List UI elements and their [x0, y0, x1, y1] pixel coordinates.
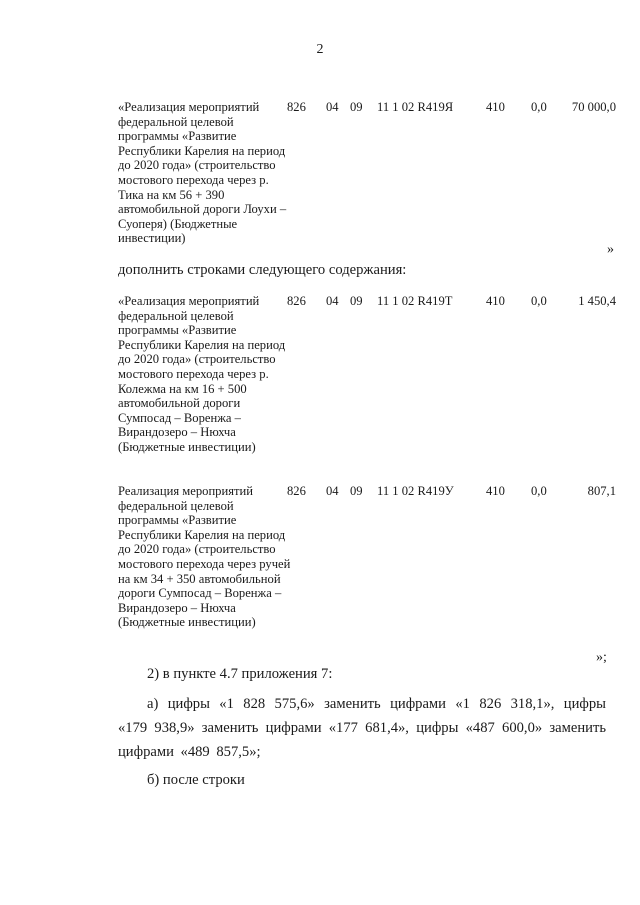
- supplement-text: дополнить строками следующего содержания:: [118, 262, 407, 278]
- first-block-amount: 70 000,0: [571, 100, 616, 114]
- table-row-1-description: «Реализация мероприятий федеральной целевой программы «Развитие Республики Карелия на период до 2020 года» (строительство мостового перехода через р. Колежма на км 16 + 500 автомобильной дороги Сумпосад – Воренжа – Вирандозеро – Нюхча (Бюджетные инвестиции): [118, 294, 286, 454]
- item-a-text: а) цифры «1 828 575,6» заменить цифрами «1 826 318,1», цифры «179 938,9» заменить цифрами «177 681,4», цифры «487 600,0» заменить цифрами «489 857,5»;: [118, 696, 606, 760]
- table-row-2-description: Реализация мероприятий федеральной целевой программы «Развитие Республики Карелия на период до 2020 года» (строительство мостового перехода через ручей на км 34 + 350 автомобильной дороги Сумпосад – Воренжа – Вирандозеро – Нюхча (Бюджетные инвестиции): [118, 484, 291, 630]
- table-row-2-amount: 807,1: [587, 484, 616, 498]
- table-row-1-vr: 410: [486, 294, 505, 308]
- first-block-csr: 11 1 02 R419Я: [377, 100, 454, 114]
- table-row-2-vr: 410: [486, 484, 505, 498]
- table-row-1-csr: 11 1 02 R419Т: [377, 294, 453, 308]
- rows-closing-quote: »;: [596, 650, 607, 665]
- first-block-rz: 04: [326, 100, 339, 114]
- table-row-2-v0: 0,0: [531, 484, 547, 498]
- page-number: 2: [316, 42, 324, 57]
- first-block-ved: 826: [287, 100, 306, 114]
- first-block-closing-quote: »: [607, 242, 614, 257]
- table-row-1-ved: 826: [287, 294, 306, 308]
- first-block-description: «Реализация мероприятий федеральной целевой программы «Развитие Республики Карелия на период до 2020 года» (строительство мостового перехода через р. Тика на км 56 + 390 автомобильной дороги Лоухи – Суоперя) (Бюджетные инвестиции): [118, 100, 287, 246]
- table-row-2-rz: 04: [326, 484, 339, 498]
- first-block-vr: 410: [486, 100, 505, 114]
- table-row-1-pr: 09: [350, 294, 363, 308]
- first-block-pr: 09: [350, 100, 363, 114]
- table-row-1-v0: 0,0: [531, 294, 547, 308]
- item-b-text: б) после строки: [147, 772, 245, 788]
- table-row-2-pr: 09: [350, 484, 363, 498]
- table-row-1-rz: 04: [326, 294, 339, 308]
- first-block-v0: 0,0: [531, 100, 547, 114]
- table-row-2-csr: 11 1 02 R419У: [377, 484, 454, 498]
- item-2-text: 2) в пункте 4.7 приложения 7:: [147, 666, 333, 682]
- table-row-2-ved: 826: [287, 484, 306, 498]
- table-row-1-amount: 1 450,4: [578, 294, 616, 308]
